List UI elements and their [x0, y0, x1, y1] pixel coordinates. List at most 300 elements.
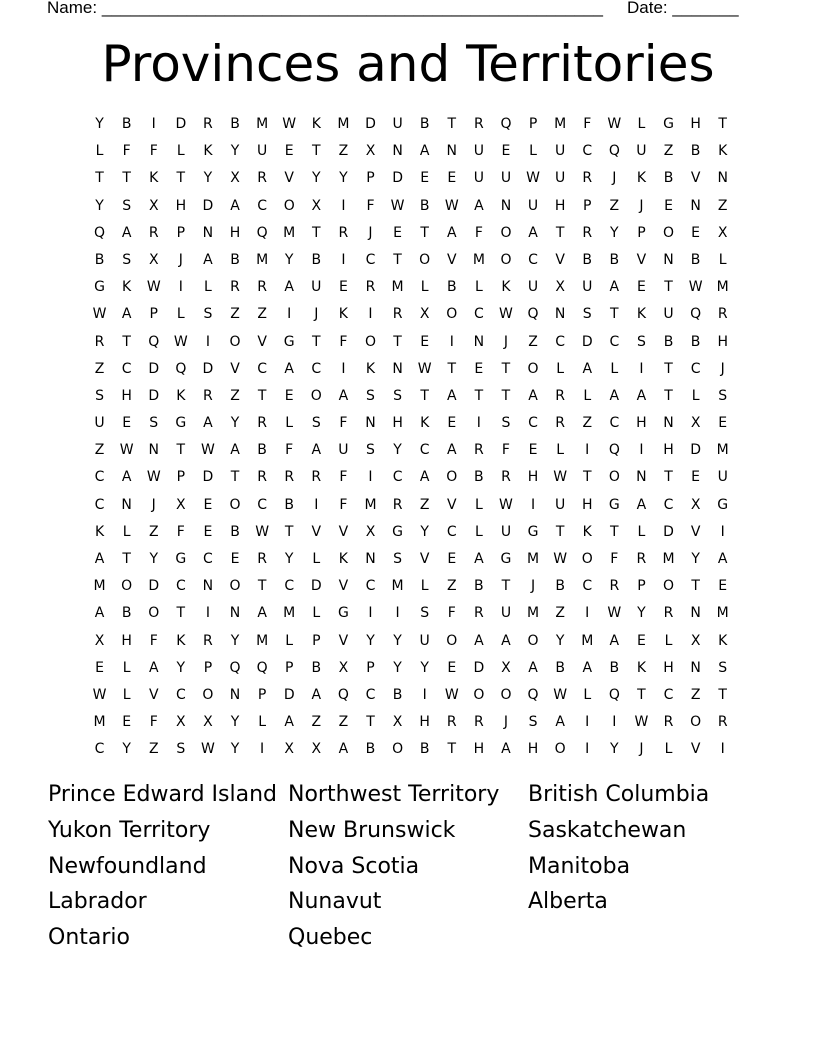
grid-letter: S	[149, 415, 159, 432]
grid-letter: C	[473, 306, 484, 323]
grid-letter: K	[203, 143, 213, 160]
grid-letter: K	[636, 170, 647, 187]
grid-letter: D	[148, 578, 160, 595]
grid-letter: N	[365, 415, 376, 432]
grid-letter: Y	[339, 170, 348, 187]
grid-letter: Y	[95, 116, 104, 132]
grid-letter: U	[419, 632, 430, 649]
grid-letter: E	[284, 387, 294, 404]
grid-letter: V	[230, 360, 240, 377]
grid-row	[86, 548, 736, 575]
grid-letter: S	[718, 659, 728, 676]
grid-letter: I	[639, 360, 644, 377]
grid-letter: R	[446, 714, 457, 731]
grid-letter: T	[176, 605, 186, 622]
grid-letter: Y	[122, 741, 131, 758]
grid-letter: O	[283, 197, 295, 214]
grid-letter: Q	[500, 116, 512, 132]
name-label: Name:	[47, 0, 98, 17]
grid-letter: T	[312, 224, 321, 241]
grid-letter: T	[718, 686, 727, 703]
grid-letter: B	[663, 170, 674, 187]
grid-letter: R	[473, 714, 484, 731]
grid-letter: R	[338, 224, 349, 241]
grid-letter: E	[420, 333, 430, 350]
grid-letter: J	[503, 333, 509, 350]
grid-letter: F	[474, 224, 483, 241]
grid-letter: C	[528, 415, 538, 432]
grid-letter: W	[607, 605, 622, 622]
grid-letter: P	[176, 224, 186, 241]
grid-letter: Q	[148, 333, 160, 350]
grid-letter: T	[257, 387, 267, 404]
grid-letter: C	[121, 360, 132, 377]
grid-letter: Z	[338, 143, 349, 160]
grid-letter: E	[122, 714, 132, 731]
grid-letter: S	[311, 415, 321, 432]
grid-letter: A	[121, 469, 132, 486]
grid-letter: R	[582, 170, 593, 187]
grid-letter: H	[527, 469, 539, 486]
grid-letter: X	[94, 632, 105, 649]
grid-letter: G	[337, 605, 349, 622]
grid-letter: L	[556, 360, 565, 377]
grid-letter: T	[257, 578, 267, 595]
grid-letter: T	[393, 333, 402, 350]
grid-letter: P	[176, 469, 186, 486]
grid-letter: K	[365, 360, 376, 377]
grid-letter: Z	[311, 714, 322, 731]
grid-letter: E	[284, 143, 294, 160]
grid-letter: F	[447, 605, 456, 622]
grid-letter: R	[473, 116, 484, 132]
grid-letter: K	[501, 279, 511, 296]
grid-letter: W	[201, 442, 215, 459]
grid-letter: A	[311, 442, 322, 459]
grid-letter: T	[610, 523, 619, 540]
grid-letter: P	[149, 306, 158, 323]
grid-letter: C	[609, 333, 620, 350]
grid-row	[86, 303, 736, 330]
grid-letter: C	[175, 578, 186, 595]
grid-letter: K	[718, 632, 728, 649]
grid-letter: F	[501, 442, 510, 459]
grid-letter: U	[473, 170, 484, 187]
grid-letter: A	[203, 415, 213, 432]
grid-letter: E	[203, 523, 213, 540]
grid-letter: D	[663, 523, 674, 540]
grid-letter: T	[420, 224, 429, 241]
grid-letter: E	[718, 578, 728, 595]
grid-letter: M	[716, 279, 729, 296]
grid-row	[86, 657, 736, 684]
grid-letter: A	[284, 360, 294, 377]
word-list-item: British Columbia	[528, 782, 710, 807]
grid-letter: O	[500, 251, 512, 268]
grid-letter: H	[419, 714, 430, 731]
grid-letter: H	[121, 387, 132, 404]
grid-letter: U	[527, 197, 539, 214]
grid-letter: I	[720, 741, 725, 758]
grid-letter: L	[420, 578, 429, 595]
date-line	[627, 0, 739, 19]
grid-row	[86, 113, 736, 140]
grid-letter: S	[176, 741, 186, 758]
grid-letter: Y	[393, 632, 402, 649]
grid-letter: Y	[637, 605, 646, 622]
grid-letter: A	[203, 251, 213, 268]
grid-letter: B	[311, 659, 322, 676]
grid-letter: Z	[582, 415, 593, 432]
grid-letter: W	[444, 197, 459, 214]
grid-letter: Z	[230, 306, 240, 323]
grid-letter: Q	[337, 686, 349, 703]
grid-letter: Y	[393, 659, 402, 676]
grid-letter: V	[636, 251, 647, 268]
grid-letter: U	[555, 170, 566, 187]
grid-letter: F	[366, 197, 375, 214]
grid-letter: A	[230, 442, 240, 459]
grid-letter: O	[202, 686, 214, 703]
grid-letter: T	[582, 469, 592, 486]
grid-letter: N	[473, 333, 485, 350]
word-list-item: Quebec	[288, 925, 373, 951]
grid-letter: F	[583, 116, 592, 132]
grid-letter: H	[554, 197, 566, 214]
grid-letter: N	[392, 143, 403, 160]
grid-letter: H	[527, 741, 539, 758]
grid-letter: R	[203, 116, 213, 132]
grid-letter: O	[446, 306, 458, 323]
grid-letter: C	[257, 360, 267, 377]
grid-letter: O	[608, 469, 620, 486]
grid-letter: T	[610, 306, 619, 323]
grid-letter: R	[717, 306, 728, 323]
grid-letter: Y	[95, 197, 104, 214]
grid-letter: X	[690, 632, 701, 649]
grid-letter: I	[585, 605, 590, 622]
grid-letter: I	[585, 741, 590, 758]
grid-letter: C	[94, 496, 105, 513]
grid-letter: X	[392, 714, 403, 731]
grid-letter: M	[283, 605, 296, 622]
grid-letter: N	[202, 224, 214, 241]
grid-letter: W	[390, 197, 405, 214]
grid-letter: A	[609, 632, 620, 649]
grid-letter: N	[121, 496, 132, 513]
grid-letter: R	[717, 714, 728, 731]
grid-letter: J	[720, 360, 725, 377]
grid-letter: L	[122, 523, 131, 540]
grid-letter: W	[607, 116, 622, 132]
grid-letter: T	[95, 170, 104, 187]
grid-letter: G	[608, 496, 620, 513]
grid-letter: P	[528, 116, 538, 132]
grid-row	[86, 195, 736, 222]
grid-letter: B	[474, 578, 484, 595]
grid-letter: R	[582, 224, 593, 241]
grid-letter: Z	[717, 197, 728, 214]
grid-letter: V	[338, 523, 349, 540]
grid-letter: C	[392, 469, 403, 486]
grid-letter: T	[284, 523, 294, 540]
grid-letter: L	[664, 632, 673, 649]
word-list-item: Prince Edward Island	[48, 782, 278, 807]
grid-letter: I	[368, 306, 373, 323]
grid-letter: X	[365, 143, 376, 160]
grid-letter: S	[122, 197, 132, 214]
grid-letter: A	[636, 496, 647, 513]
grid-letter: W	[417, 360, 432, 377]
grid-letter: O	[663, 578, 675, 595]
grid-letter: N	[554, 306, 566, 323]
grid-letter: O	[419, 251, 431, 268]
grid-letter: Y	[230, 741, 240, 758]
grid-letter: I	[639, 442, 644, 459]
grid-letter: K	[718, 143, 728, 160]
grid-letter: X	[690, 415, 701, 432]
grid-letter: L	[529, 143, 537, 160]
grid-letter: Y	[176, 659, 186, 676]
grid-letter: E	[664, 197, 673, 214]
grid-letter: Y	[230, 632, 240, 649]
grid-letter: K	[149, 170, 159, 187]
grid-letter: C	[175, 686, 186, 703]
grid-letter: V	[338, 578, 349, 595]
grid-letter: A	[284, 714, 294, 731]
grid-letter: T	[664, 387, 673, 404]
grid-letter: M	[93, 578, 106, 595]
grid-letter: V	[419, 551, 430, 567]
grid-letter: C	[663, 686, 674, 703]
grid-letter: W	[146, 279, 161, 296]
grid-letter: Q	[608, 686, 620, 703]
grid-letter: T	[176, 170, 186, 187]
grid-letter: C	[419, 442, 430, 459]
grid-letter: U	[500, 170, 512, 187]
grid-letter: Z	[446, 578, 457, 595]
grid-letter: Y	[230, 714, 240, 731]
grid-letter: X	[176, 496, 186, 513]
grid-letter: Z	[148, 741, 159, 758]
grid-letter: O	[581, 551, 593, 567]
grid-letter: U	[500, 605, 512, 622]
grid-letter: S	[122, 251, 132, 268]
grid-letter: V	[257, 333, 267, 350]
grid-letter: H	[121, 632, 132, 649]
grid-letter: A	[121, 224, 132, 241]
grid-row	[86, 684, 736, 711]
grid-letter: M	[93, 714, 106, 731]
grid-letter: B	[230, 251, 240, 268]
grid-letter: K	[338, 306, 348, 323]
grid-letter: C	[311, 360, 322, 377]
grid-letter: O	[554, 741, 566, 758]
grid-letter: A	[717, 551, 728, 567]
grid-letter: O	[229, 496, 241, 513]
grid-letter: E	[636, 279, 646, 296]
grid-letter: H	[392, 415, 403, 432]
grid-letter: O	[148, 605, 160, 622]
grid-letter: R	[284, 469, 295, 486]
grid-letter: C	[94, 469, 105, 486]
grid-letter: D	[310, 578, 322, 595]
grid-letter: E	[447, 551, 457, 567]
grid-letter: X	[311, 197, 322, 214]
grid-letter: W	[499, 306, 513, 323]
grid-letter: R	[257, 415, 267, 432]
grid-letter: Z	[230, 387, 240, 404]
grid-row	[86, 494, 736, 521]
grid-letter: P	[312, 632, 321, 649]
grid-letter: A	[474, 632, 484, 649]
grid-letter: N	[663, 415, 674, 432]
grid-letter: S	[366, 442, 375, 459]
grid-letter: O	[392, 741, 404, 758]
grid-letter: V	[690, 741, 701, 758]
grid-letter: K	[420, 415, 430, 432]
grid-letter: H	[175, 197, 187, 214]
grid-row	[86, 602, 736, 629]
grid-letter: I	[368, 469, 373, 486]
grid-letter: M	[283, 224, 296, 241]
grid-letter: D	[392, 170, 403, 187]
grid-letter: G	[527, 523, 539, 540]
word-list-item: Nova Scotia	[288, 853, 420, 879]
grid-letter: W	[255, 523, 270, 540]
grid-letter: T	[393, 251, 402, 268]
grid-letter: R	[555, 415, 565, 432]
grid-letter: F	[339, 333, 348, 350]
grid-letter: R	[203, 387, 213, 404]
word-list-item: Yukon Territory	[48, 817, 211, 843]
grid-letter: O	[500, 224, 512, 241]
grid-letter: B	[257, 442, 267, 459]
grid-letter: J	[530, 578, 536, 595]
grid-letter: T	[122, 551, 131, 567]
date-label: Date:	[627, 0, 668, 17]
grid-letter: E	[636, 632, 646, 649]
grid-letter: Y	[312, 170, 321, 187]
grid-letter: I	[178, 279, 183, 296]
grid-letter: T	[312, 143, 321, 160]
grid-letter: E	[447, 415, 457, 432]
grid-letter: W	[92, 686, 107, 703]
grid-letter: V	[446, 496, 457, 513]
grid-letter: Z	[528, 333, 538, 350]
grid-row	[86, 331, 736, 358]
grid-letter: T	[555, 523, 565, 540]
grid-letter: S	[718, 387, 728, 404]
grid-letter: B	[555, 659, 565, 676]
grid-letter: T	[366, 714, 375, 731]
grid-letter: F	[149, 143, 158, 160]
grid-letter: G	[175, 551, 187, 567]
grid-letter: T	[176, 442, 186, 459]
grid-letter: N	[148, 442, 159, 459]
grid-letter: R	[473, 442, 484, 459]
grid-letter: N	[690, 197, 701, 214]
grid-letter: B	[121, 605, 132, 622]
grid-letter: A	[338, 741, 349, 758]
grid-letter: S	[420, 605, 430, 622]
grid-letter: T	[555, 224, 565, 241]
grid-letter: B	[121, 116, 132, 132]
grid-letter: X	[203, 714, 213, 731]
grid-row	[86, 276, 736, 303]
grid-row	[86, 385, 736, 412]
grid-letter: X	[148, 197, 159, 214]
grid-letter: E	[528, 442, 538, 459]
grid-letter: B	[419, 116, 430, 132]
grid-letter: C	[203, 551, 213, 567]
grid-letter: X	[284, 741, 294, 758]
grid-letter: D	[581, 333, 593, 350]
grid-letter: B	[474, 469, 484, 486]
grid-letter: W	[92, 306, 107, 323]
grid-letter: Y	[420, 659, 429, 676]
grid-letter: Y	[203, 170, 213, 187]
grid-letter: X	[176, 714, 186, 731]
grid-letter: D	[283, 686, 295, 703]
grid-letter: Y	[284, 251, 294, 268]
grid-letter: B	[555, 578, 565, 595]
grid-letter: R	[257, 469, 267, 486]
grid-letter: M	[716, 605, 729, 622]
grid-letter: Y	[610, 224, 619, 241]
grid-letter: X	[690, 496, 701, 513]
grid-letter: H	[636, 415, 647, 432]
grid-letter: R	[392, 496, 403, 513]
grid-letter: W	[553, 551, 568, 567]
grid-letter: A	[94, 551, 105, 567]
grid-row	[86, 249, 736, 276]
grid-letter: D	[148, 360, 160, 377]
grid-letter: E	[122, 415, 132, 432]
grid-letter: B	[609, 251, 620, 268]
grid-letter: X	[230, 170, 240, 187]
grid-letter: Y	[420, 523, 429, 540]
grid-letter: A	[419, 143, 430, 160]
grid-letter: B	[284, 496, 294, 513]
grid-letter: R	[636, 551, 647, 567]
grid-row	[86, 630, 736, 657]
grid-letter: I	[341, 360, 346, 377]
grid-letter: A	[446, 387, 457, 404]
grid-letter: A	[121, 306, 132, 323]
grid-letter: F	[339, 415, 348, 432]
grid-letter: T	[637, 686, 646, 703]
grid-letter: M	[472, 251, 485, 268]
grid-letter: Q	[175, 360, 187, 377]
grid-letter: A	[528, 659, 538, 676]
grid-letter: B	[392, 686, 403, 703]
grid-letter: D	[473, 659, 485, 676]
grid-letter: G	[392, 523, 403, 540]
grid-letter: F	[339, 496, 348, 513]
grid-letter: Q	[256, 224, 268, 241]
grid-letter: E	[691, 469, 701, 486]
grid-letter: I	[476, 415, 481, 432]
grid-letter: T	[474, 387, 484, 404]
grid-letter: X	[311, 741, 322, 758]
grid-letter: R	[203, 632, 213, 649]
grid-letter: S	[95, 387, 104, 404]
grid-letter: M	[554, 116, 567, 132]
grid-letter: Q	[94, 224, 106, 241]
grid-letter: Z	[94, 442, 105, 459]
grid-letter: T	[447, 741, 457, 758]
